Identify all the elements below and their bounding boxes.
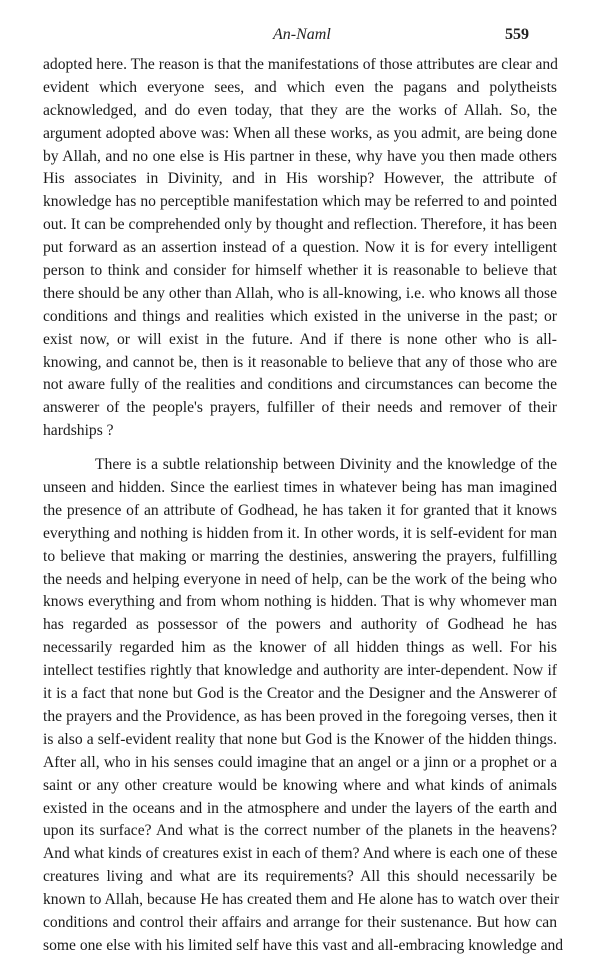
text-line: hardships ? bbox=[43, 422, 114, 440]
paragraph-2 bbox=[43, 454, 564, 958]
text-line: known to Allah, because He has created them and He alone has to watch over their bbox=[43, 891, 560, 909]
paragraph-gap bbox=[43, 443, 557, 454]
page-number: 559 bbox=[505, 26, 529, 43]
text-line: upon its surface? And what is the correct number of the planets in the heavens? bbox=[43, 822, 557, 840]
text-line: there should be any other than Allah, who is all-knowing, i.e. who knows all those bbox=[43, 284, 557, 302]
text-line: some one else with his limited self have this vast and all-embracing knowledge and bbox=[43, 936, 564, 954]
text-line: to believe that making or marring the destinies, answering the prayers, fulfilling bbox=[43, 547, 557, 565]
text-line: necessarily regarded him as the knower of all hidden things as well. For his bbox=[43, 639, 557, 657]
text-line: knowledge has no perceptible manifestation which may be referred to and pointed bbox=[43, 193, 557, 211]
text-line: put forward as an assertion instead of a question. Now it is for every intelligent bbox=[43, 239, 557, 257]
text-line: existed in the oceans and in the atmosphere and under the layers of the earth and bbox=[43, 799, 557, 817]
text-line: knowing, and cannot be, then is it reasonable to believe that any of those who are bbox=[43, 353, 557, 371]
text-line: evident which everyone sees, and which even the pagans and polytheists bbox=[43, 78, 557, 96]
text-line: it is a fact that none but God is the Creator and the Designer and the Answerer of bbox=[43, 685, 557, 703]
text-line: intellect testifies rightly that knowledge and authority are inter-dependent. Now if bbox=[43, 662, 557, 680]
text-line: adopted here. The reason is that the manifestations of those attributes are clear and bbox=[43, 56, 558, 73]
text-line: argument adopted above was: When all these works, as you admit, are being done bbox=[43, 124, 557, 142]
text-line: is also a self-evident reality that none but God is the Knower of the hidden things. bbox=[43, 730, 557, 748]
body-text bbox=[43, 54, 564, 958]
text-line: acknowledged, and do even today, that they are the works of Allah. So, the bbox=[43, 101, 557, 119]
page-header bbox=[0, 26, 600, 48]
text-line: unseen and hidden. Since the earliest times in whatever being has man imagined bbox=[43, 479, 557, 497]
text-line: knows everything and from whom nothing is hidden. That is why whomever man bbox=[43, 593, 557, 611]
text-line: exist now, or will exist in the future. And if there is none other who is all- bbox=[43, 330, 557, 348]
text-line: His associates in Divinity, and in His worship? However, the attribute of bbox=[43, 170, 557, 188]
text-line: the presence of an attribute of Godhead, he has taken it for granted that it knows bbox=[43, 501, 557, 519]
text-line: conditions and control their affairs and arrange for their sustenance. But how can bbox=[43, 913, 557, 931]
text-line: by Allah, and no one else is His partner in these, why have you then made others bbox=[43, 147, 557, 165]
text-line: conditions and things and realities which existed in the universe in the past; or bbox=[43, 307, 557, 325]
text-line: After all, who in his senses could imagine that an angel or a jinn or a prophet or a bbox=[43, 753, 557, 771]
text-line: answerer of the people's prayers, fulfiller of their needs and remover of their bbox=[43, 399, 557, 417]
text-line: And what kinds of creatures exist in each of them? And where is each one of these bbox=[43, 845, 558, 863]
paragraph-1 bbox=[43, 54, 557, 443]
text-line: creatures living and what are its requirements? All this should necessarily be bbox=[43, 868, 557, 886]
running-title: An-Naml bbox=[273, 26, 331, 43]
text-line: out. It can be comprehended only by thought and reflection. Therefore, it has been bbox=[43, 216, 557, 234]
text-line: everything and nothing is hidden from it. In other words, it is self-evident for man bbox=[43, 524, 557, 542]
text-line: There is a subtle relationship between Divinity and the knowledge of the bbox=[95, 456, 557, 474]
text-line: the needs and helping everyone in need of help, can be the work of the being who bbox=[43, 570, 557, 588]
text-line: person to think and consider for himself whether it is reasonable to believe that bbox=[43, 262, 557, 280]
text-line: saint or any other creature would be knowing where and what kinds of animals bbox=[43, 776, 557, 794]
text-line: the prayers and the Providence, as has been proved in the foregoing verses, then it bbox=[43, 707, 557, 725]
text-line: not aware fully of the realities and conditions and circumstances can become the bbox=[43, 376, 557, 394]
text-line: has regarded as possessor of the powers and authority of Godhead he has bbox=[43, 616, 557, 634]
